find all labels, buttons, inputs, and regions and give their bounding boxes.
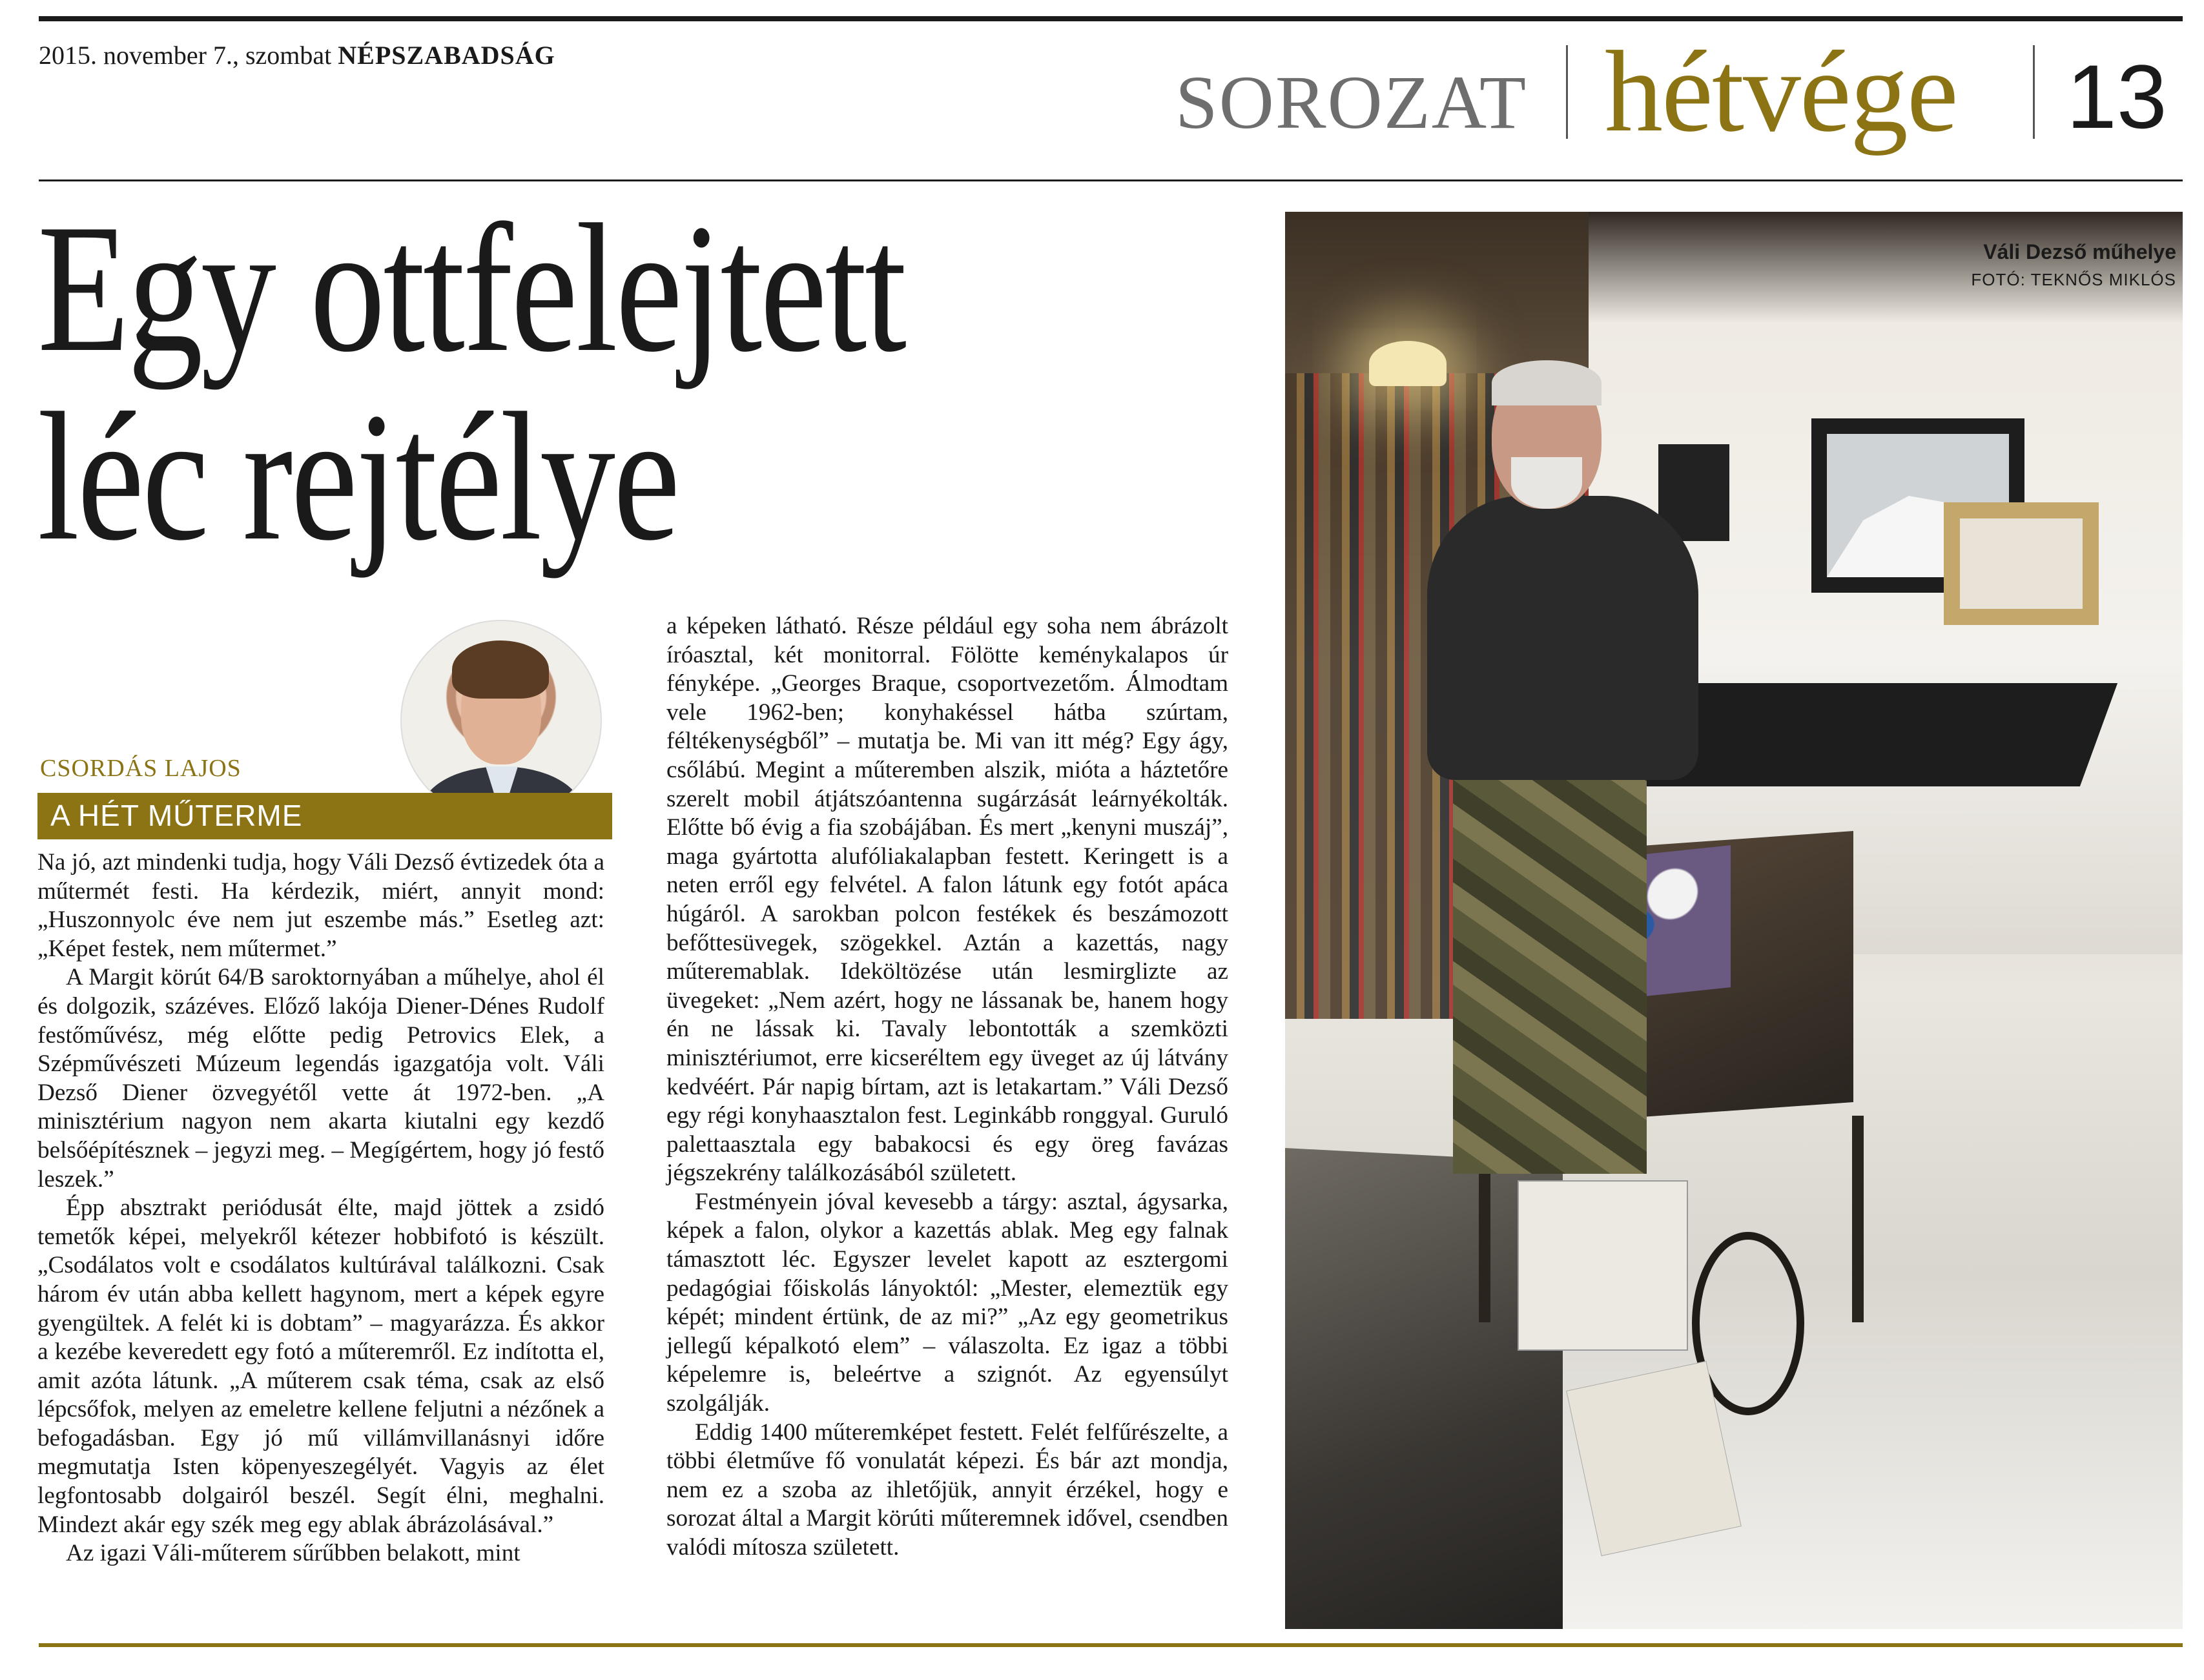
photo-caption: Váli Dezső műhelye bbox=[1983, 240, 2176, 263]
paragraph: Eddig 1400 műteremképet festett. Felét felfűrészelte, a többi életműve fő vonulatát képezi. És bár azt mondja, nem ez a szoba az ihletőjük, annyit érzékel, hogy e sorozat által a Margit körúti műteremnek idővel, csendben valódi mítosza született. bbox=[666, 1419, 1228, 1561]
paragraph: Az igazi Váli-műterem sűrűbben belakott, mint bbox=[66, 1540, 520, 1567]
section-label: SOROZAT bbox=[1175, 60, 1528, 145]
photo-credit: FOTÓ: TEKNŐS MIKLÓS bbox=[1971, 270, 2176, 289]
paper-name: NÉPSZABADSÁG bbox=[338, 41, 555, 70]
paragraph: Na jó, azt mindenki tudja, hogy Váli Dezső évtizedek óta a műtermét festi. Ha kérdezik, miért, annyit mond: „Huszonnyolc éve nem jut eszembe más.” Esetleg azt: „Képet festek, nem műtermet.” bbox=[37, 849, 604, 962]
author-name: CSORDÁS LAJOS bbox=[40, 755, 242, 782]
paragraph: a képeken látható. Része például egy soha nem ábrázolt íróasztal, két monitorral. Fölötte keménykalapos úr fényképe. „Georges Braque, csoportvezetőm. Álmodtam vele 1962-ben; konyhakéssel hátba szúrtam, féltékenységből” – mutatja be. Mi van itt még? Egy ágy, csőlábú. Megint a műteremben alszik, mióta a háztetőre szerelt mobil átjátszóantenna sugárzását leárnyékolták. Előtte bő évig a fia szobájában. És mert „kenyni muszáj”, maga gyártotta alufóliakalapban festett. Keringett is a neten erről egy felvétel. A falon látunk egy fotót apáca húgáról. A sarokban polcon festékek és beszámozott befőttesüvegek, szögekkel. Aztán a kazettás, nagy műteremablak. Ideköltözése után lesmirglizte az üvegeket: „Nem azért, hogy ne lássanak be, hanem hogy én ne lássak ki. Tavaly lebontották a szemközti minisztériumot, erre kicseréltem egy üveget az új látvány kedvéért. Pár napig bírtam, azt is letakartam.” Váli Dezső egy régi konyhaasztalon fest. Leginkább ronggyal. Guruló palettaasztala egy babakocsi és egy öreg favázas jégszekrény találkozásából született. bbox=[666, 613, 1228, 1187]
paragraph: Festményein jóval kevesebb a tárgy: asztal, ágysarka, képek a falon, olykor a kazettás ablak. Meg egy falnak támasztott léc. Egyszer levelet kapott az esztergomi pedagógiai főiskolás lányoktól: „Mester, elemeztük egy képét; mindent értünk, de az mi?” „Az egy geometrikus jellegű képalkotó elem” – válaszolta. Ez igaz a többi képelemre is, beleértve a szignót. Az egyensúlyt szolgálják. bbox=[666, 1188, 1228, 1417]
page-number: 13 bbox=[2066, 46, 2167, 147]
header-divider bbox=[1566, 45, 1568, 139]
header-divider bbox=[2033, 45, 2035, 139]
issue-date: 2015. november 7., szombat bbox=[39, 41, 332, 70]
author-portrait bbox=[400, 620, 602, 821]
top-rule bbox=[39, 16, 2183, 21]
article-column-1 bbox=[37, 848, 604, 1568]
article-column-2 bbox=[666, 612, 1228, 1562]
headline-line-1: Egy ottfelejtett bbox=[37, 186, 905, 390]
section-brand: hétvége bbox=[1605, 27, 1957, 156]
studio-photo bbox=[1285, 212, 2183, 1629]
bottom-rule bbox=[39, 1643, 2183, 1647]
paragraph: Épp absztrakt periódusát élte, majd jöttek a zsidó temetők képei, melyekről kétezer hobbifotó is készült. „Csodálatos volt e csodálatos kultúrával találkozni. Csak három év után abba kellett hagynom, mert a képek egyre gyengültek. A felét ki is dobtam” – magyarázza. És akkor a kezébe keveredett egy fotó a műteremről. Ez indította el, amit azóta látunk. „A műterem csak téma, csak az első lépcsőfok, melyen az emeletre kellene feljutni a nézőnek a befogadásban. Egy jó mű villámvillanásnyi időre megmutatja Isten köpenyeszegélyét. Vagyis az élet legfontosabb dolgairól beszél. Segít élni, meghalni. Mindezt akár egy szék meg egy ablak ábrázolásával.” bbox=[37, 1194, 604, 1538]
header-rule bbox=[39, 179, 2183, 181]
column-label: A HÉT MŰTERME bbox=[50, 799, 303, 832]
paragraph: A Margit körút 64/B saroktornyában a műhelye, ahol él és dolgozik, százéves. Előző lakója Diener-Dénes Rudolf festőművész, még előtte pedig Petrovics Elek, a Szépművészeti Múzeum legendás igazgatója volt. Váli Dezső Diener özvegyétől vette át 1972-ben. „A minisztérium nagyon nem akarta kiutalni egy kezdő belsőépítésznek – jegyzi meg. – Megígértem, hogy jó festő leszek.” bbox=[37, 964, 604, 1193]
dateline bbox=[39, 40, 555, 70]
headline bbox=[37, 186, 1044, 579]
headline-line-2: léc rejtélye bbox=[37, 374, 679, 579]
